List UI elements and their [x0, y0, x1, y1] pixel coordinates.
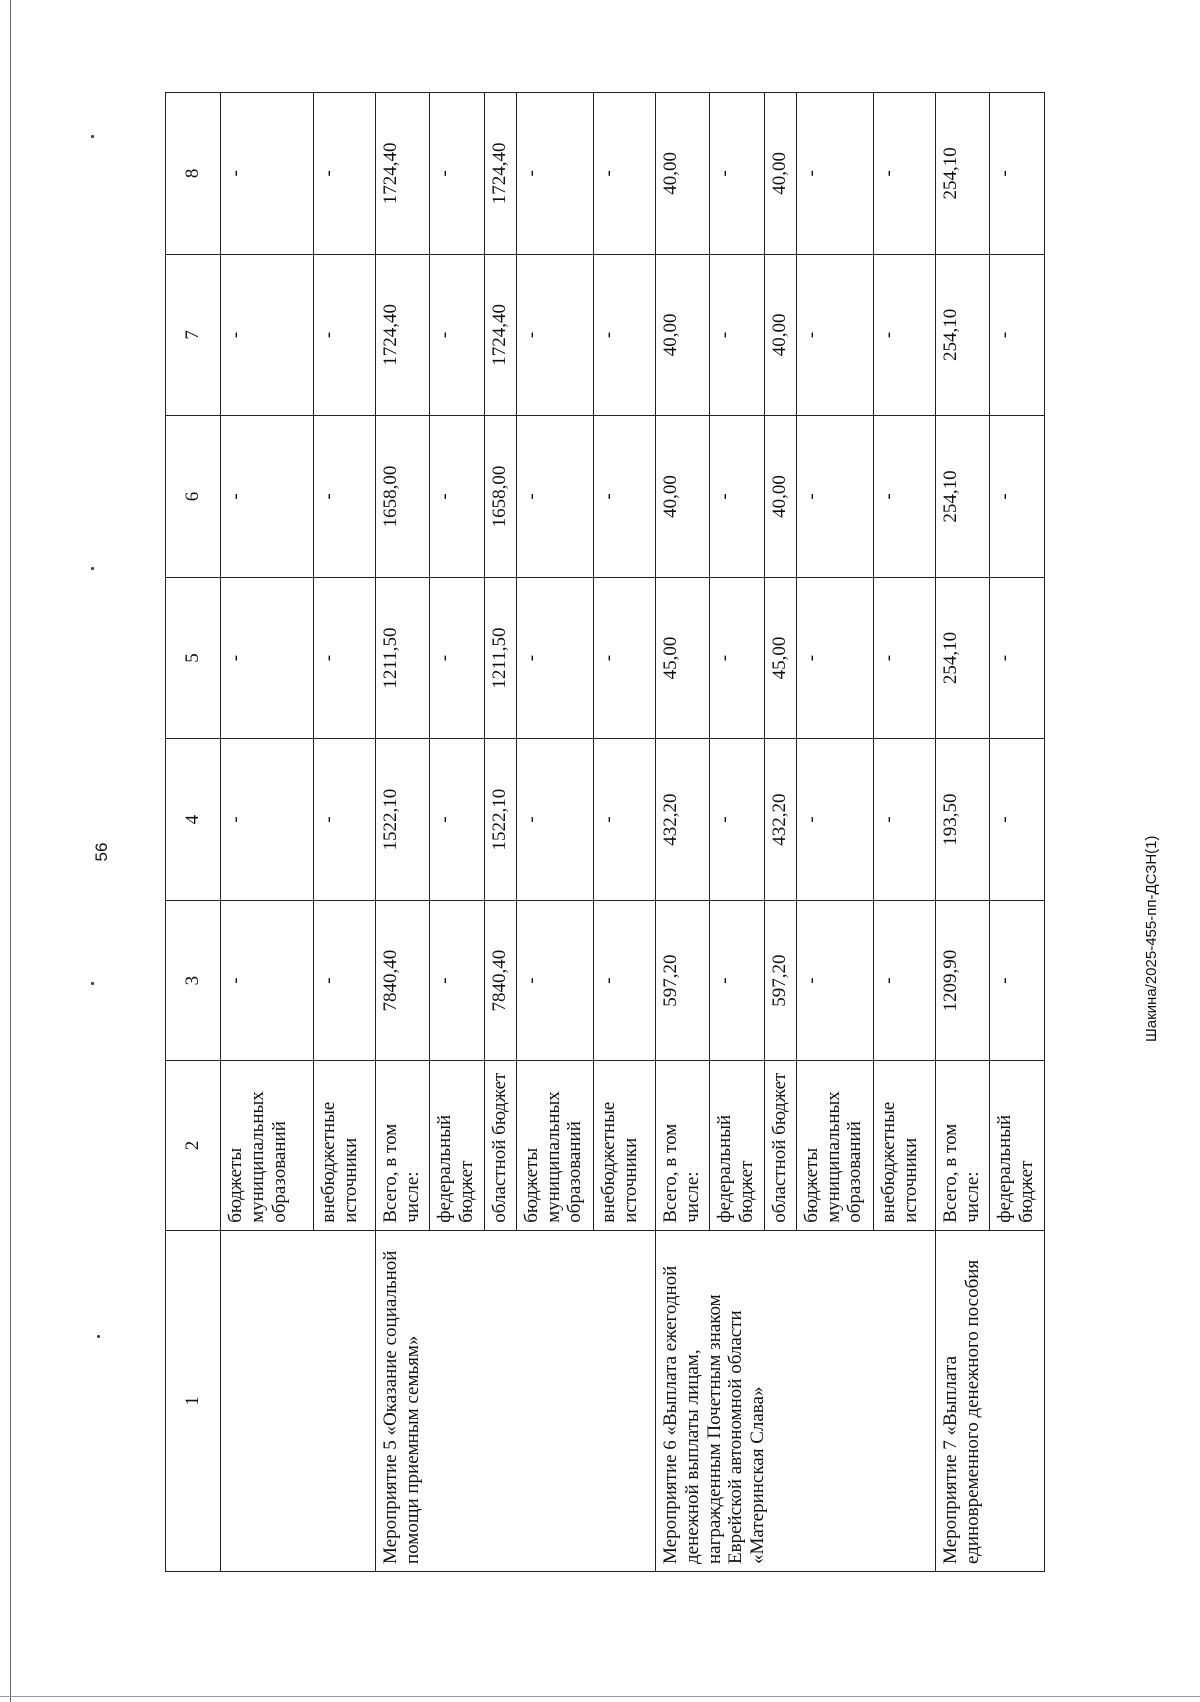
value-cell-v3: -	[430, 900, 484, 1060]
table-row	[220, 93, 313, 1572]
value-cell-v3: -	[313, 900, 375, 1060]
column-header: 8	[166, 93, 221, 255]
value-cell-v4: -	[990, 739, 1045, 901]
value-cell-v4: 432,20	[764, 739, 796, 901]
value-cell-v3: -	[220, 900, 313, 1060]
column-header: 3	[166, 900, 221, 1060]
value-cell-v8: 40,00	[655, 93, 709, 255]
value-cell-v6: -	[430, 416, 484, 578]
funding-source-cell: бюджеты муниципальных образований	[796, 1061, 873, 1230]
value-cell-v3: -	[593, 900, 655, 1060]
value-cell-v3: 7840,40	[375, 900, 429, 1060]
value-cell-v8: -	[593, 93, 655, 255]
value-cell-v8: 40,00	[764, 93, 796, 255]
scan-dot	[91, 135, 94, 138]
value-cell-v4: -	[710, 739, 764, 901]
table-row	[375, 93, 429, 1572]
value-cell-v4: 1522,10	[484, 739, 516, 901]
value-cell-v4: -	[796, 739, 873, 901]
value-cell-v7: -	[593, 254, 655, 416]
column-header: 5	[166, 577, 221, 739]
value-cell-v7: 254,10	[935, 254, 989, 416]
value-cell-v7: -	[220, 254, 313, 416]
value-cell-v7: -	[990, 254, 1045, 416]
funding-source-cell: Всего, в том числе:	[655, 1061, 709, 1230]
event-cell: Мероприятие 7 «Выплата единовременного денежного пособия	[935, 1230, 1044, 1571]
value-cell-v6: 40,00	[655, 416, 709, 578]
value-cell-v6: -	[516, 416, 593, 578]
table-row	[655, 93, 709, 1572]
value-cell-v7: -	[873, 254, 935, 416]
value-cell-v6: 40,00	[764, 416, 796, 578]
value-cell-v7: -	[430, 254, 484, 416]
scan-dot	[91, 982, 94, 985]
value-cell-v4: -	[220, 739, 313, 901]
value-cell-v7: 40,00	[764, 254, 796, 416]
value-cell-v7: -	[516, 254, 593, 416]
value-cell-v5: 45,00	[655, 577, 709, 739]
funding-source-cell: федеральный бюджет	[430, 1061, 484, 1230]
value-cell-v3: 1209,90	[935, 900, 989, 1060]
value-cell-v7: -	[710, 254, 764, 416]
value-cell-v5: -	[593, 577, 655, 739]
value-cell-v5: -	[516, 577, 593, 739]
column-header: 6	[166, 416, 221, 578]
funding-source-cell: областной бюджет	[764, 1061, 796, 1230]
page-bottom-edge	[0, 1696, 1200, 1697]
value-cell-v3: -	[710, 900, 764, 1060]
value-cell-v4: -	[430, 739, 484, 901]
event-cell	[220, 1230, 375, 1571]
funding-source-cell: бюджеты муниципальных образований	[516, 1061, 593, 1230]
value-cell-v8: -	[430, 93, 484, 255]
value-cell-v5: 254,10	[935, 577, 989, 739]
budget-table	[165, 92, 1045, 1572]
value-cell-v8: -	[710, 93, 764, 255]
funding-source-cell: бюджеты муниципальных образований	[220, 1061, 313, 1230]
value-cell-v8: -	[313, 93, 375, 255]
value-cell-v5: 45,00	[764, 577, 796, 739]
value-cell-v6: 1658,00	[375, 416, 429, 578]
table-row	[935, 93, 989, 1572]
value-cell-v5: -	[990, 577, 1045, 739]
funding-source-cell: Всего, в том числе:	[935, 1061, 989, 1230]
event-cell: Мероприятие 6 «Выплата ежегодной денежной выплаты лицам, награжденным Почетным знаком Еврейской автономной области «Материнская Слава»	[655, 1230, 935, 1571]
value-cell-v6: -	[710, 416, 764, 578]
value-cell-v6: -	[313, 416, 375, 578]
funding-source-cell: внебюджетные источники	[873, 1061, 935, 1230]
value-cell-v8: 1724,40	[484, 93, 516, 255]
value-cell-v4: -	[873, 739, 935, 901]
funding-source-cell: областной бюджет	[484, 1061, 516, 1230]
scan-dot	[91, 567, 94, 570]
value-cell-v3: 597,20	[655, 900, 709, 1060]
value-cell-v7: 1724,40	[484, 254, 516, 416]
value-cell-v3: 597,20	[764, 900, 796, 1060]
document-footer-code: Шакина/2025-455-пп-ДСЗН(1)	[1143, 835, 1160, 1042]
value-cell-v3: -	[516, 900, 593, 1060]
value-cell-v5: 1211,50	[375, 577, 429, 739]
funding-source-cell: Всего, в том числе:	[375, 1061, 429, 1230]
value-cell-v3: -	[873, 900, 935, 1060]
value-cell-v7: 1724,40	[375, 254, 429, 416]
value-cell-v8: 254,10	[935, 93, 989, 255]
value-cell-v3: 7840,40	[484, 900, 516, 1060]
value-cell-v7: -	[796, 254, 873, 416]
funding-source-cell: федеральный бюджет	[710, 1061, 764, 1230]
value-cell-v7: -	[313, 254, 375, 416]
value-cell-v8: 1724,40	[375, 93, 429, 255]
page-number: 56	[92, 842, 111, 862]
value-cell-v4: 193,50	[935, 739, 989, 901]
value-cell-v6: -	[220, 416, 313, 578]
value-cell-v4: -	[516, 739, 593, 901]
column-header: 2	[166, 1061, 221, 1230]
column-header: 1	[166, 1230, 221, 1571]
value-cell-v6: -	[990, 416, 1045, 578]
value-cell-v5: -	[313, 577, 375, 739]
value-cell-v6: 1658,00	[484, 416, 516, 578]
value-cell-v5: -	[796, 577, 873, 739]
rotated-table-container	[165, 92, 1045, 1572]
value-cell-v5: 1211,50	[484, 577, 516, 739]
value-cell-v5: -	[710, 577, 764, 739]
value-cell-v8: -	[220, 93, 313, 255]
scan-dot	[97, 1335, 100, 1338]
value-cell-v4: 432,20	[655, 739, 709, 901]
value-cell-v8: -	[873, 93, 935, 255]
value-cell-v4: -	[313, 739, 375, 901]
value-cell-v8: -	[990, 93, 1045, 255]
funding-source-cell: внебюджетные источники	[313, 1061, 375, 1230]
value-cell-v5: -	[430, 577, 484, 739]
column-header: 7	[166, 254, 221, 416]
value-cell-v6: -	[873, 416, 935, 578]
value-cell-v5: -	[873, 577, 935, 739]
table-header-row	[166, 93, 221, 1572]
value-cell-v8: -	[516, 93, 593, 255]
value-cell-v6: -	[796, 416, 873, 578]
value-cell-v4: -	[593, 739, 655, 901]
value-cell-v8: -	[796, 93, 873, 255]
value-cell-v5: -	[220, 577, 313, 739]
event-cell: Мероприятие 5 «Оказание социальной помощи приемным семьям»	[375, 1230, 655, 1571]
value-cell-v7: 40,00	[655, 254, 709, 416]
column-header: 4	[166, 739, 221, 901]
page-edge-line	[10, 0, 11, 1702]
funding-source-cell: федеральный бюджет	[990, 1061, 1045, 1230]
value-cell-v4: 1522,10	[375, 739, 429, 901]
funding-source-cell: внебюджетные источники	[593, 1061, 655, 1230]
value-cell-v6: 254,10	[935, 416, 989, 578]
value-cell-v3: -	[990, 900, 1045, 1060]
value-cell-v3: -	[796, 900, 873, 1060]
value-cell-v6: -	[593, 416, 655, 578]
